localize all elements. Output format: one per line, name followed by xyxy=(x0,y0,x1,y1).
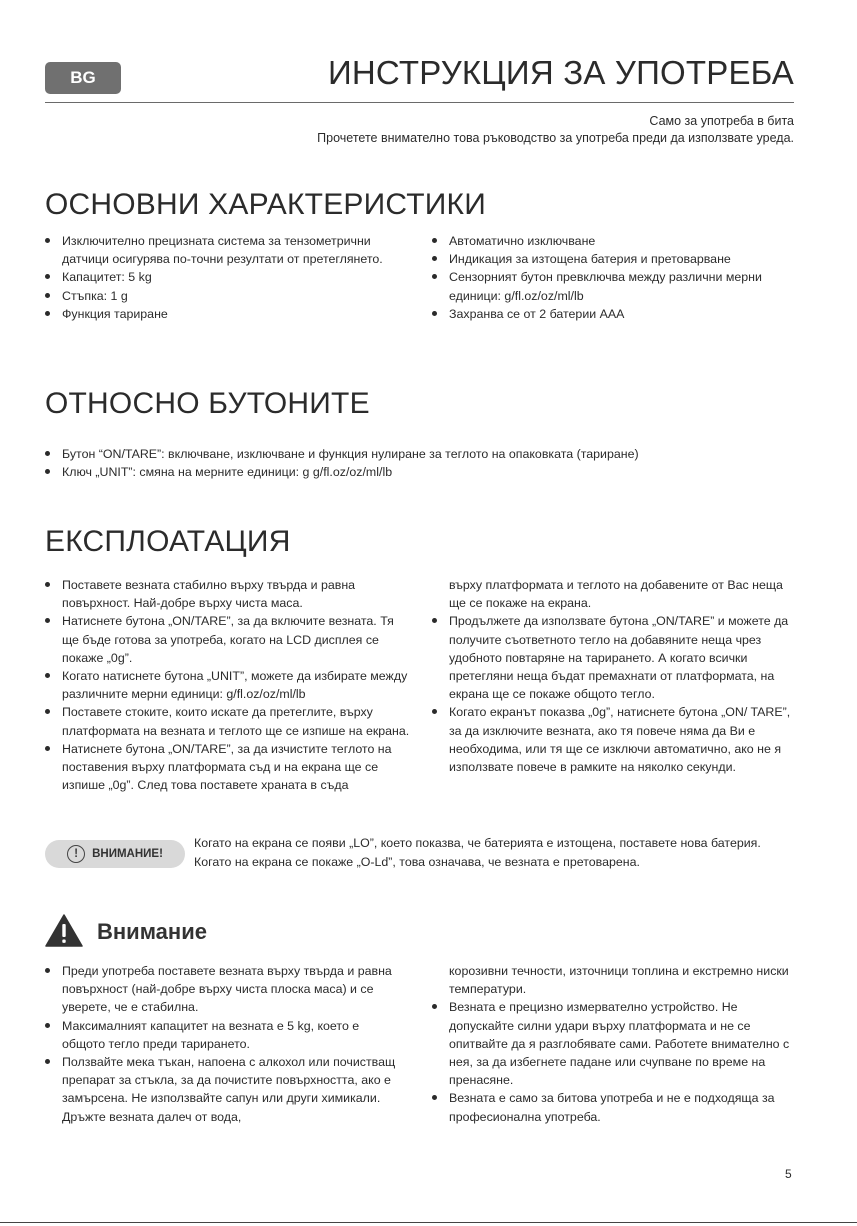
warning-list-right xyxy=(432,998,800,1125)
features-heading: ОСНОВНИ ХАРАКТЕРИСТИКИ xyxy=(45,188,486,221)
list-item-continuation: върху платформата и теглото на добавените от Вас неща ще се покаже на екрана. xyxy=(449,578,783,611)
subtitle-read-manual: Прочетете внимателно това ръководство за употреба преди да използвате уреда. xyxy=(317,131,794,145)
notice-text: Когато на екрана се появи „LO”, което показва, че батерията е изтощена, поставете нова батерия. Когато на екрана се покаже „O-Ld”, това означава, че везната е претоварена. xyxy=(194,836,761,869)
warning-heading: Внимание xyxy=(97,919,207,944)
list-item: Функция тариране xyxy=(45,305,415,323)
header-divider xyxy=(45,102,794,103)
list-item: Везната е само за битова употреба и не е подходяща за професионална употреба. xyxy=(432,1089,800,1125)
document-title: ИНСТРУКЦИЯ ЗА УПОТРЕБА xyxy=(327,54,794,91)
buttons-list xyxy=(45,445,805,481)
list-item: Продължете да използвате бутона „ON/TARE” и можете да получите съответното тегло на добавяните неща чрез удобното повтаряне на тарирането. А когато всички претегляни неща бъдат премахнати от платформата, на екрана ще се покаже общото тегло. xyxy=(432,612,797,703)
subtitle-household-use: Само за употреба в бита xyxy=(649,114,794,128)
list-item: Максималният капацитет на везната е 5 kg, което е общото тегло преди тарирането. xyxy=(45,1017,397,1053)
operation-column-right xyxy=(432,576,797,776)
list-item: Преди употреба поставете везната върху твърда и равна повърхност (най-добре върху чиста плоска маса) и се уверете, че е стабилна. xyxy=(45,962,397,1017)
notice-badge xyxy=(45,840,185,868)
list-item: Когато екранът показва „0g”, натиснете бутона „ON/ TARE”, за да изключите везната, ако тя повече няма да Ви е необходима, или тя ще се изключи автоматично, ако не я използвате повече в рамките на няколко секунди. xyxy=(432,703,797,776)
features-list-right xyxy=(432,232,777,323)
list-item: Когато натиснете бутона „UNIT”, можете да избирате между различните мерни единици: g/fl.oz/oz/ml/lb xyxy=(45,667,410,703)
list-item: Сензорният бутон превключва между различни мерни единици: g/fl.oz/oz/ml/lb xyxy=(432,268,777,304)
list-item: Стъпка: 1 g xyxy=(45,287,415,305)
list-item: Индикация за изтощена батерия и претоварване xyxy=(432,250,777,268)
operation-heading: ЕКСПЛОАТАЦИЯ xyxy=(45,525,291,558)
list-item: Поставете везната стабилно върху твърда и равна повърхност. Най-добре върху чиста маса. xyxy=(45,576,410,612)
warning-triangle-icon xyxy=(45,914,83,947)
list-item: Капацитет: 5 kg xyxy=(45,268,415,286)
list-item: Натиснете бутона „ON/TARE”, за да изчистите теглото на поставения върху платформата съд и на екрана ще се изпише „0g”. След това поставете храната в съда xyxy=(45,740,410,795)
buttons-heading: ОТНОСНО БУТОНИТЕ xyxy=(45,387,370,420)
language-badge: BG xyxy=(45,62,121,94)
list-item: Захранва се от 2 батерии AAA xyxy=(432,305,777,323)
warning-list-left xyxy=(45,962,397,1126)
list-item: Ползвайте мека тъкан, напоена с алкохол или почистващ препарат за стъкла, за да почистите повърхността, ако е замърсена. Не използвайте сапун или други химикали. Дръжте везната далеч от вода, xyxy=(45,1053,397,1126)
bottom-divider xyxy=(0,1222,857,1223)
warning-column-right xyxy=(432,962,800,1126)
notice-label: ВНИМАНИЕ! xyxy=(92,848,163,860)
list-item: Натиснете бутона „ON/TARE”, за да включите везната. Тя ще бъде готова за употреба, когато на LCD дисплея се покаже „0g”. xyxy=(45,612,410,667)
operation-list-right xyxy=(432,612,797,776)
list-item: Изключително прецизната система за тензометрични датчици осигурява по-точни резултати от претеглянето. xyxy=(45,232,415,268)
operation-list-left xyxy=(45,576,410,794)
features-list-left xyxy=(45,232,415,323)
list-item: Поставете стоките, които искате да претеглите, върху платформата на везната и теглото ще се изпише на екрана. xyxy=(45,703,410,739)
list-item: Везната е прецизно измервателно устройство. Не допускайте силни удари върху платформата и не се опитвайте да я разглобявате сами. Работете внимателно с нея, за да избегнете падане или счупване по време на пренасяне. xyxy=(432,998,800,1089)
list-item: Ключ „UNIT”: смяна на мерните единици: g g/fl.oz/oz/ml/lb xyxy=(45,463,805,481)
list-item: Автоматично изключване xyxy=(432,232,777,250)
list-item: Бутон “ON/TARE”: включване, изключване и функция нулиране за теглото на опаковката (тариране) xyxy=(45,445,805,463)
list-item-continuation: корозивни течности, източници топлина и екстремно ниски температури. xyxy=(449,964,789,997)
page-number: 5 xyxy=(785,1167,792,1181)
exclamation-circle-icon: ! xyxy=(67,845,85,863)
